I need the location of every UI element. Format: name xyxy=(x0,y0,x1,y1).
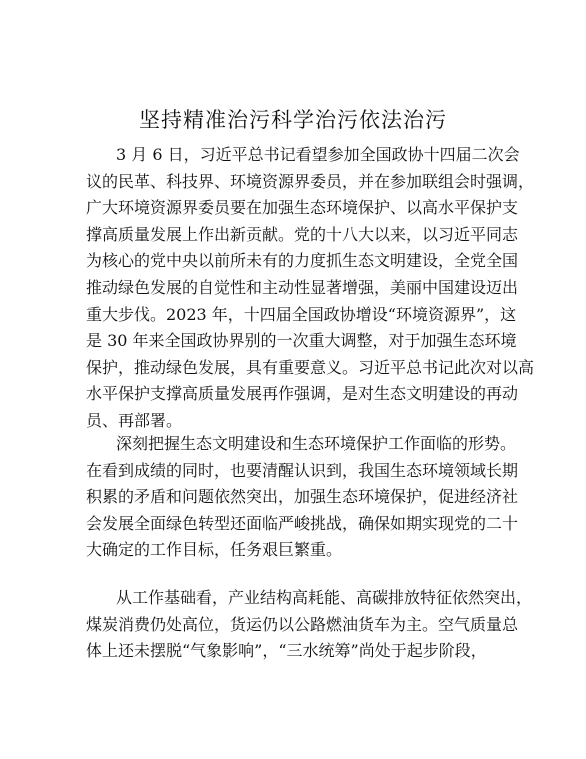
paragraph-3 xyxy=(86,585,533,665)
paragraph-line: 保护，推动绿色发展，具有重要意义。习近平总书记此次对以高 xyxy=(86,357,535,377)
paragraph-line: 广大环境资源界委员要在加强生态环境保护、以高水平保护支 xyxy=(86,198,519,218)
paragraph-line: 议的民革、科技界、环境资源界委员，并在参加联组会时强调， xyxy=(86,171,535,191)
paragraph-line: 3 月 6 日，习近平总书记看望参加全国政协十四届二次会 xyxy=(116,145,520,164)
paragraph-line: 员、再部署。 xyxy=(86,410,183,430)
paragraph-line: 重大步伐。2023 年，十四届全国政协增设“环境资源界”，这 xyxy=(86,304,517,324)
paragraph-line: 从工作基础看，产业结构高耗能、高碳排放特征依然突出， xyxy=(116,588,533,607)
paragraph-line: 撑高质量发展上作出新贡献。党的十八大以来，以习近平同志 xyxy=(86,224,519,244)
paragraph-line: 在看到成绩的同时，也要清醒认识到，我国生态环境领域长期 xyxy=(86,460,519,480)
paragraph-1 xyxy=(86,142,535,435)
paragraph-line: 推动绿色发展的自觉性和主动性显著增强，美丽中国建设迈出 xyxy=(86,277,519,297)
paragraph-line: 煤炭消费仍处高位，货运仍以公路燃油货车为主。空气质量总 xyxy=(86,614,519,634)
paragraph-line: 体上还未摆脱“气象影响”，“三水统筹”尚处于起步阶段， xyxy=(86,641,487,661)
paragraph-line: 积累的矛盾和问题依然突出，加强生态环境保护，促进经济社 xyxy=(86,487,519,507)
paragraph-2 xyxy=(86,431,519,564)
paragraph-line: 会发展全面绿色转型还面临严峻挑战，确保如期实现党的二十 xyxy=(86,513,519,533)
document-title: 坚持精准治污科学治污依法治污 xyxy=(139,108,447,132)
paragraph-line: 水平保护支撑高质量发展再作强调，是对生态文明建设的再动 xyxy=(86,384,519,404)
paragraph-line: 深刻把握生态文明建设和生态环境保护工作面临的形势。 xyxy=(116,434,517,453)
paragraph-line: 大确定的工作目标，任务艰巨繁重。 xyxy=(86,540,343,560)
paragraph-line: 是 30 年来全国政协界别的一次重大调整，对于加强生态环境 xyxy=(86,331,517,351)
paragraph-line: 为核心的党中央以前所未有的力度抓生态文明建设，全党全国 xyxy=(86,251,519,271)
